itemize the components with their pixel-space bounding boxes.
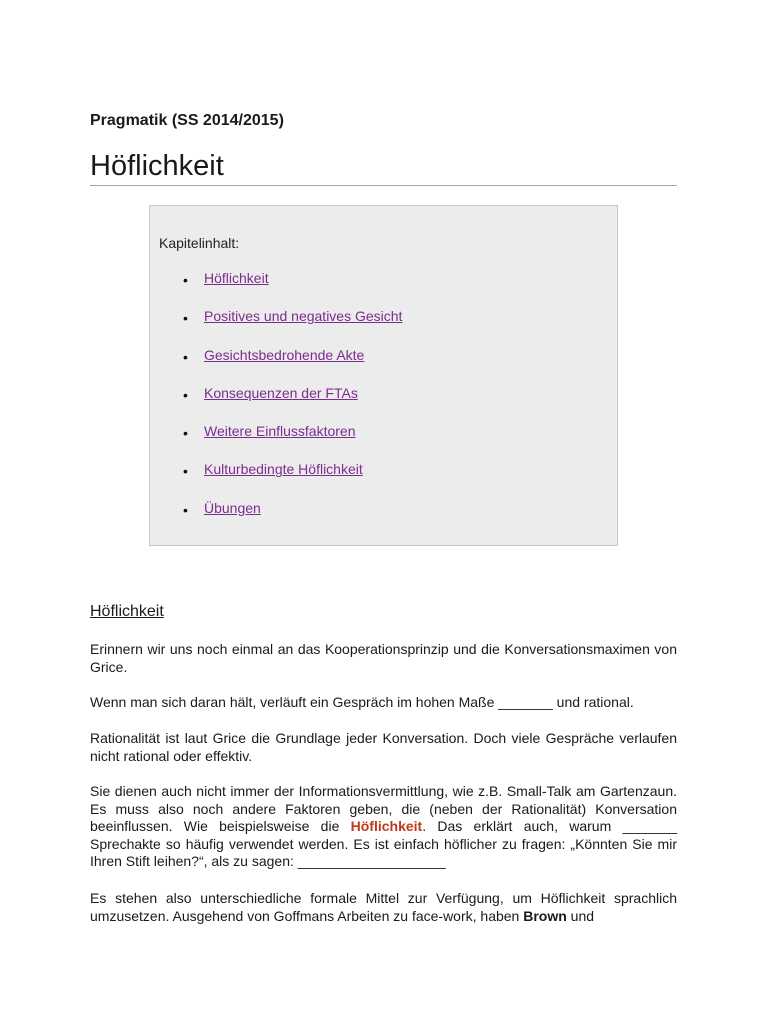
bullet-icon: • (183, 272, 188, 288)
bullet-icon: • (183, 463, 188, 480)
bullet-icon: • (183, 501, 188, 518)
bullet-icon: • (183, 425, 188, 442)
paragraph-5-text-end: und (566, 907, 595, 924)
toc-link-einflussfaktoren[interactable]: Weitere Einflussfaktoren (204, 423, 356, 440)
toc-link-uebungen[interactable]: Übungen (204, 499, 261, 516)
toc-link-kultur[interactable]: Kulturbedingte Höflichkeit (204, 461, 363, 478)
paragraph-2: Wenn man sich daran hält, verläuft ein Gespräch im hohen Maße _______ und rational. (90, 694, 634, 710)
paragraph-4-text-end: . Das erklärt auch, warum _______ Sprechakte so häufig verwendet werden. Es ist einfach höflicher zu fragen: „Könnten Sie mir Ihren Stift leihen?“, als zu sagen: ___________________ (90, 818, 677, 869)
paragraph-4-text-start: Sie dienen auch nicht immer der Informationsvermittlung, wie z.B. Small-Talk am Gartenzaun. Es muss also noch andere Faktoren geben, die (neben der Rationalität) Konversation beeinflussen. Wie beispielsweise die (90, 783, 677, 834)
toc-heading: Kapitelinhalt: (159, 235, 240, 251)
bullet-icon: • (183, 310, 188, 327)
table-of-contents (149, 205, 618, 546)
title-divider (90, 185, 677, 186)
toc-link-konsequenzen[interactable]: Konsequenzen der FTAs (204, 384, 358, 401)
paragraph-4 (90, 783, 677, 871)
section-heading: Höflichkeit (90, 603, 164, 620)
paragraph-1: Erinnern wir uns noch einmal an das Kooperationsprinzip und die Konversationsmaximen von Grice. (90, 641, 677, 675)
paragraph-5 (90, 890, 677, 925)
author-name: Brown (523, 907, 567, 924)
bullet-icon: • (183, 386, 188, 403)
page-title: Höflichkeit (90, 150, 224, 182)
bullet-icon: • (183, 348, 188, 365)
toc-link-akte[interactable]: Gesichtsbedrohende Akte (204, 346, 365, 363)
highlight-term: Höflichkeit (350, 818, 423, 834)
paragraph-3: Rationalität ist laut Grice die Grundlage jeder Konversation. Doch viele Gespräche verlaufen nicht rational oder effektiv. (90, 730, 677, 764)
toc-link-gesicht[interactable]: Positives und negatives Gesicht (204, 308, 403, 325)
paragraph-5-text-start: Es stehen also unterschiedliche formale Mittel zur Verfügung, um Höflichkeit sprachlich umzusetzen. Ausgehend von Goffmans Arbeiten zu face-work, haben (90, 890, 677, 924)
toc-link-hoeflichkeit[interactable]: Höflichkeit (204, 270, 269, 286)
course-label: Pragmatik (SS 2014/2015) (90, 112, 284, 129)
